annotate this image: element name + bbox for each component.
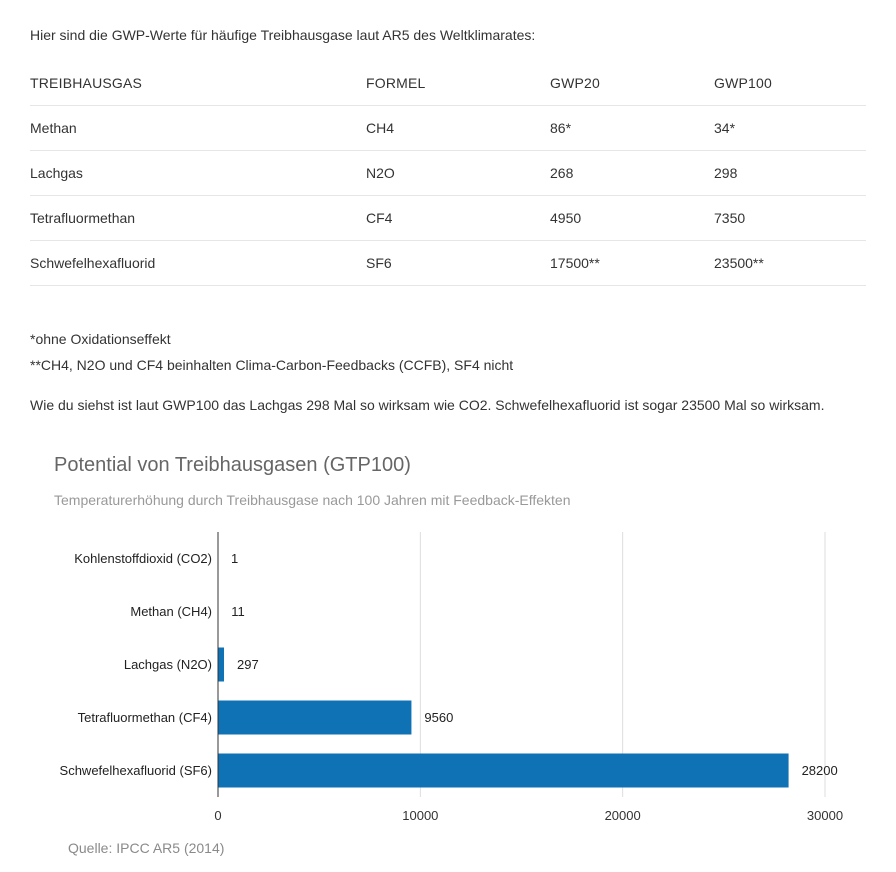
bar [218, 648, 224, 682]
x-tick-label: 0 [214, 808, 222, 823]
bar [218, 701, 411, 735]
category-label: Kohlenstoffdioxid (CO2) [74, 551, 212, 566]
x-tick-label: 30000 [806, 808, 844, 823]
cell-gas: Lachgas [30, 151, 366, 196]
value-label: 1 [231, 551, 239, 566]
cell-gwp100: 34* [714, 106, 866, 151]
value-label: 297 [237, 657, 259, 672]
cell-gwp20: 268 [550, 151, 714, 196]
x-tick-label: 10000 [402, 808, 439, 823]
category-label: Tetrafluormethan (CF4) [77, 710, 212, 725]
chart-source: Quelle: IPCC AR5 (2014) [68, 840, 225, 856]
footnote-ccfb: **CH4, N2O und CF4 beinhalten Clima-Carbon-Feedbacks (CCFB), SF4 nicht [30, 357, 514, 373]
cell-gwp100: 298 [714, 151, 866, 196]
category-label: Lachgas (N2O) [123, 657, 212, 672]
chart-title: Potential von Treibhausgasen (GTP100) [54, 454, 411, 476]
cell-formula: CH4 [366, 106, 550, 151]
bar [218, 754, 789, 788]
cell-formula: SF6 [366, 241, 550, 286]
chart-subtitle: Temperaturerhöhung durch Treibhausgase nach 100 Jahren mit Feedback-Effekten [54, 492, 571, 508]
value-label: 11 [231, 604, 245, 619]
cell-gwp20: 17500** [550, 241, 714, 286]
cell-gas: Tetrafluormethan [30, 196, 366, 241]
value-label: 9560 [424, 710, 454, 725]
footnote-oxidation: *ohne Oxidationseffekt [30, 331, 171, 347]
header-gwp20: GWP20 [550, 61, 714, 106]
cell-gwp20: 4950 [550, 196, 714, 241]
header-treibhausgas: TREIBHAUSGAS [30, 61, 366, 106]
intro-text: Hier sind die GWP-Werte für häufige Treibhausgase laut AR5 des Weltklimarates: [30, 27, 536, 43]
cell-gwp100: 7350 [714, 196, 866, 241]
cell-gwp20: 86* [550, 106, 714, 151]
cell-gwp100: 23500** [714, 241, 866, 286]
header-formel: FORMEL [366, 61, 550, 106]
cell-gas: Methan [30, 106, 366, 151]
value-label: 28200 [801, 763, 838, 778]
header-gwp100: GWP100 [714, 61, 866, 106]
cell-gas: Schwefelhexafluorid [30, 241, 366, 286]
category-label: Schwefelhexafluorid (SF6) [59, 763, 212, 778]
cell-formula: CF4 [366, 196, 550, 241]
x-tick-label: 20000 [604, 808, 641, 823]
cell-formula: N2O [366, 151, 550, 196]
summary-text: Wie du siehst ist laut GWP100 das Lachgas 298 Mal so wirksam wie CO2. Schwefelhexafluorid ist sogar 23500 Mal so wirksam. [30, 397, 825, 413]
category-label: Methan (CH4) [130, 604, 212, 619]
